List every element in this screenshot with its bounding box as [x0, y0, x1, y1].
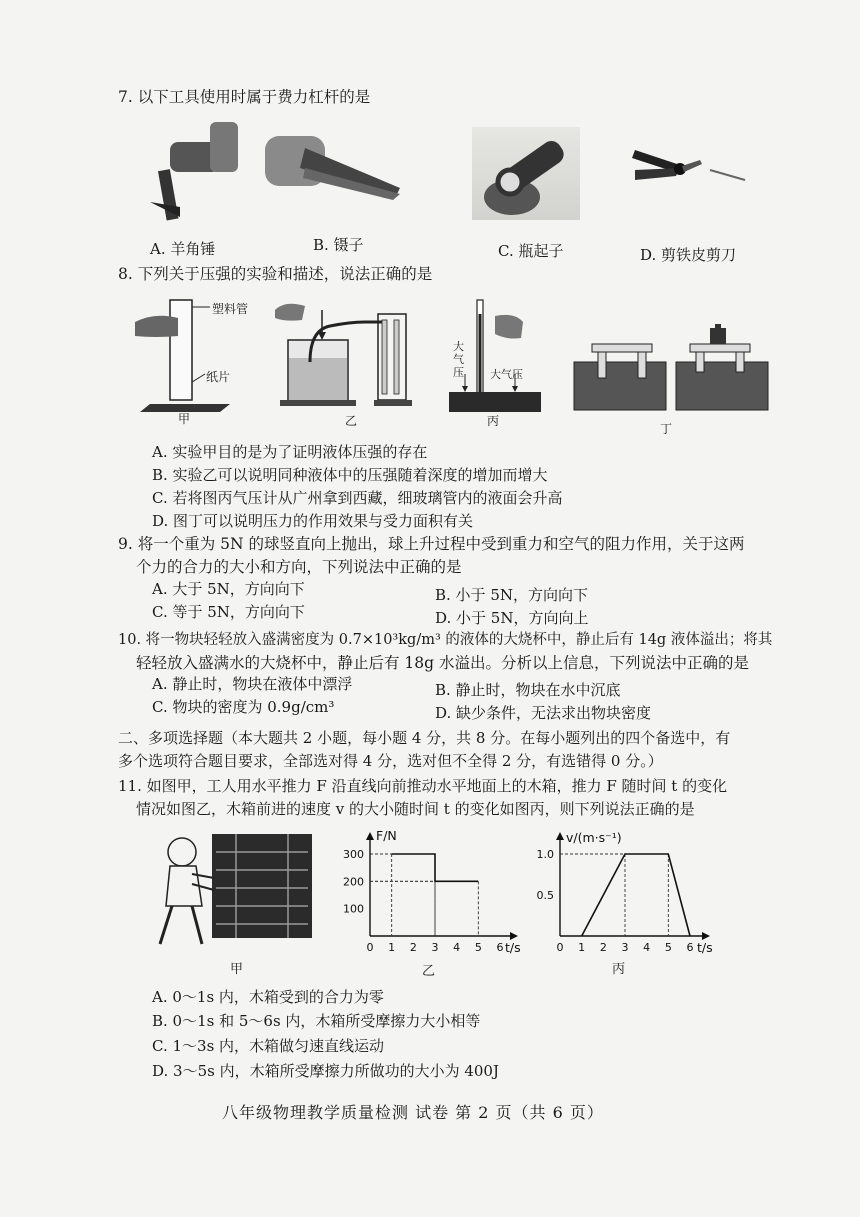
chart-bing-x-arrow	[702, 932, 710, 940]
q11-option-d: D. 3～5s 内，木箱所受摩擦力所做功的大小为 400J	[152, 1062, 499, 1080]
q10-option-d: D. 缺少条件，无法求出物块密度	[435, 704, 652, 722]
chart-bing-xlabel: t/s	[697, 940, 713, 955]
chart-yi-ylabel: F/N	[376, 828, 397, 843]
chart-yi-caption: 乙	[422, 964, 436, 979]
q9-option-d: D. 小于 5N，方向向上	[435, 609, 589, 627]
q11-stem-line2: 情况如图乙，木箱前进的速度 v 的大小随时间 t 的变化如图丙，则下列说法正确的是	[136, 800, 695, 818]
chart-yi-y-tick-100: 100	[343, 902, 364, 916]
chart-bing-x-tick-4: 4	[643, 941, 651, 954]
q11-option-a: A. 0～1s 内，木箱受到的合力为零	[152, 988, 384, 1006]
chart-yi-x-tick-1: 1	[388, 941, 396, 954]
q11-option-c: C. 1～3s 内，木箱做匀速直线运动	[152, 1037, 385, 1055]
q10-stem-line2: 轻轻放入盛满水的大烧杯中，静止后有 18g 水溢出。分析以上信息，下列说法中正确的是	[136, 654, 750, 672]
fig-jia-caption: 甲	[230, 962, 244, 977]
q7-option-b: B. 镊子	[313, 236, 364, 254]
chart-bing-ylabel: v/(m·s⁻¹)	[566, 830, 622, 845]
chart-bing-y-arrow	[556, 832, 564, 840]
chart-yi-y-tick-300: 300	[343, 848, 364, 861]
label-jia: 甲	[178, 412, 191, 426]
label-atm-left: 大气压	[453, 340, 464, 379]
tin-snips-image	[630, 140, 750, 200]
chart-yi-x-tick-5: 5	[474, 941, 482, 954]
chart-bing-y-tick-0.5: 0.5	[536, 889, 554, 902]
chart-bing-caption: 丙	[612, 962, 626, 977]
q10-option-b: B. 静止时，物块在水中沉底	[435, 681, 621, 699]
chart-bing-x-tick-6: 6	[686, 941, 694, 954]
figure-yi	[270, 300, 420, 415]
q10-option-c: C. 物块的密度为 0.9g/cm³	[152, 698, 335, 716]
chart-bing-x-tick-2: 2	[599, 941, 607, 954]
chart-bing-x-tick-0: 0	[556, 941, 564, 954]
claw-hammer-image	[150, 122, 240, 222]
chart-yi-y-arrow	[366, 832, 374, 840]
section2-line1: 二、多项选择题（本大题共 2 小题，每小题 4 分，共 8 分。在每小题列出的四个备选中，有	[118, 729, 731, 747]
chart-force-time	[330, 826, 530, 958]
q9-option-a: A. 大于 5N，方向向下	[152, 580, 305, 598]
page-footer: 八年级物理教学质量检测 试卷 第 2 页（共 6 页）	[222, 1103, 604, 1122]
chart-yi-x-tick-2: 2	[409, 941, 417, 954]
label-plastic-tube: 塑料管	[212, 302, 249, 316]
q10-option-a: A. 静止时，物块在液体中漂浮	[152, 675, 353, 693]
chart-bing-x-tick-1: 1	[578, 941, 586, 954]
label-bing: 丙	[487, 414, 500, 428]
chart-yi-x-arrow	[510, 932, 518, 940]
label-atm-right: 大气压	[490, 368, 523, 381]
chart-yi-xlabel: t/s	[505, 940, 521, 955]
chart-yi-y-tick-200: 200	[343, 875, 364, 889]
q7-stem: 7. 以下工具使用时属于费力杠杆的是	[118, 88, 371, 106]
q9-option-b: B. 小于 5N，方向向下	[435, 586, 588, 604]
q11-option-b: B. 0～1s 和 5～6s 内，木箱所受摩擦力大小相等	[152, 1012, 481, 1030]
q11-stem-line1: 11. 如图甲，工人用水平推力 F 沿直线向前推动水平地面上的木箱，推力 F 随时间 t 的变化	[118, 777, 728, 795]
section2-line2: 多个选项符合题目要求，全部选对得 4 分，选对但不全得 2 分，有选错得 0 分。）	[118, 752, 663, 770]
q8-stem: 8. 下列关于压强的实验和描述，说法正确的是	[118, 265, 433, 283]
chart-bing-x-tick-5: 5	[664, 941, 672, 954]
chart-velocity-time	[520, 826, 720, 958]
q9-option-c: C. 等于 5N，方向向下	[152, 603, 305, 621]
chart-yi-x-tick-0: 0	[366, 941, 374, 954]
label-yi: 乙	[345, 414, 358, 428]
q8-option-d: D. 图丁可以说明压力的作用效果与受力面积有关	[152, 512, 474, 530]
label-paper: 纸片	[206, 370, 231, 384]
q7-option-d: D. 剪铁皮剪刀	[640, 246, 737, 264]
q8-option-b: B. 实验乙可以说明同种液体中的压强随着深度的增加而增大	[152, 466, 548, 484]
q7-option-c: C. 瓶起子	[498, 242, 564, 260]
chart-yi-x-tick-4: 4	[453, 941, 461, 954]
tweezers-image	[265, 128, 405, 203]
chart-yi-x-tick-6: 6	[496, 941, 504, 954]
q9-stem-line1: 9. 将一个重为 5N 的球竖直向上抛出，球上升过程中受到重力和空气的阻力作用，关于这两	[118, 535, 745, 553]
q8-option-c: C. 若将图丙气压计从广州拿到西藏，细玻璃管内的液面会升高	[152, 489, 563, 507]
bottle-opener-image	[472, 127, 580, 220]
q10-stem-line1: 10. 将一物块轻轻放入盛满密度为 0.7×10³kg/m³ 的液体的大烧杯中，静止后有 14g 液体溢出；将其	[118, 632, 773, 648]
q9-stem-line2: 个力的合力的大小和方向，下列说法中正确的是	[136, 558, 462, 576]
q7-option-a: A. 羊角锤	[150, 240, 216, 258]
chart-bing-y-tick-1: 1.0	[536, 848, 554, 861]
chart-bing-x-tick-3: 3	[621, 941, 629, 954]
figure-ding	[572, 324, 772, 414]
chart-yi-x-tick-3: 3	[431, 941, 439, 954]
q8-option-a: A. 实验甲目的是为了证明液体压强的存在	[152, 443, 428, 461]
chart-bing-series-line	[582, 854, 690, 936]
chart-yi-series-line	[392, 854, 479, 881]
label-ding: 丁	[660, 422, 673, 436]
figure-worker-crate	[152, 826, 322, 956]
